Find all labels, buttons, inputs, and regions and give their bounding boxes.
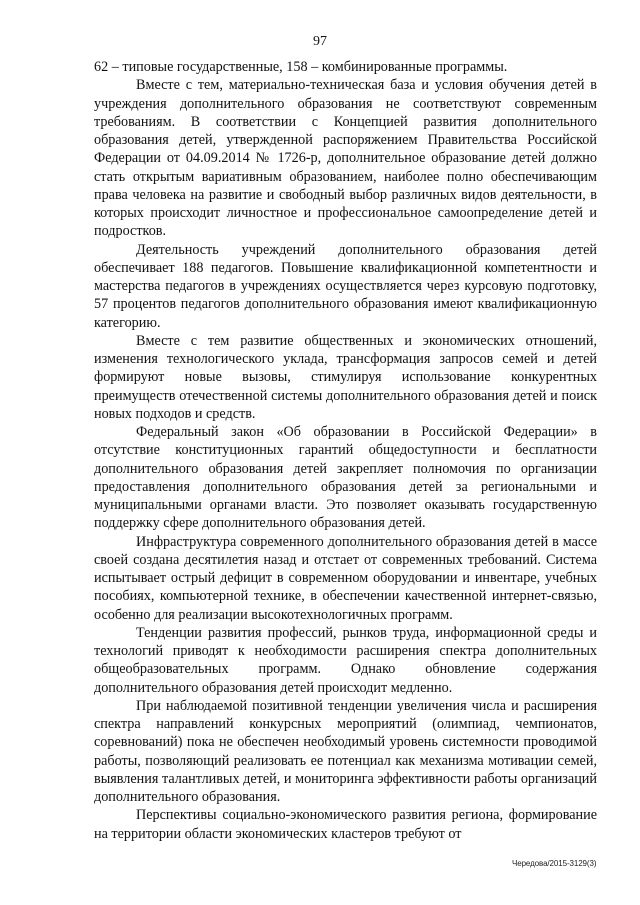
document-body [94, 58, 597, 843]
paragraph: Тенденции развития профессий, рынков труда, информационной среды и технологий приводят к необходимости расширения спектра дополнительных общеобразовательных программ. Однако обновление содержания дополнительного образования детей происходит медленно. [94, 624, 597, 696]
paragraph: Перспективы социально-экономического развития региона, формирование на территории области экономических кластеров требуют от [94, 807, 597, 842]
paragraph: Инфраструктура современного дополнительного образования детей в массе своей создана десятилетия назад и отстает от современных требований. Система испытывает острый дефицит в современном оборудовании и инвентаре, учебных пособиях, компьютерной технике, в обеспечении качественной интернет-связью, особенно для реализации высокотехнологичных программ. [94, 533, 597, 623]
paragraph: 62 – типовые государственные, 158 – комбинированные программы. [94, 59, 508, 75]
paragraph: При наблюдаемой позитивной тенденции увеличения числа и расширения спектра направлений конкурсных мероприятий (олимпиад, чемпионатов, соревнований) пока не обеспечен необходимый уровень системности проводимой работы, позволяющий реализовать ее потенциал как механизма мотивации семей, выявления талантливых детей, и мониторинга эффективности работы организаций дополнительного образования. [94, 697, 597, 805]
paragraph: Деятельность учреждений дополнительного образования детей обеспечивает 188 педагогов. Повышение квалификационной компетентности и мастерства педагогов в учреждениях осуществляется через курсовую подготовку, 57 процентов педагогов дополнительного образования имеют квалификационную категорию. [94, 241, 597, 331]
page-number: 97 [313, 34, 327, 49]
document-code: Чередова/2015-3129(3) [512, 859, 597, 868]
paragraph: Федеральный закон «Об образовании в Российской Федерации» в отсутствие конституционных гарантий общедоступности и бесплатности дополнительного образования детей закрепляет полномочия по организации предоставления дополнительного образования детей за региональными и муниципальными органами власти. Это позволяет оказывать государственную поддержку сфере дополнительного образования детей. [94, 424, 597, 532]
paragraph: Вместе с тем развитие общественных и экономических отношений, изменения технологического уклада, трансформация запросов семей и детей формируют новые вызовы, стимулируя использование конкурентных преимуществ отечественной системы дополнительного образования детей и поиск новых подходов и средств. [94, 332, 597, 422]
paragraph: Вместе с тем, материально-техническая база и условия обучения детей в учреждения дополнительного образования не соответствуют современным требованиям. В соответствии с Концепцией развития дополнительного образования детей, утвержденной распоряжением Правительства Российской Федерации от 04.09.2014 № 1726-р, дополнительное образование детей должно стать открытым вариативным образованием, наиболее полно обеспечивающим права человека на развитие и свободный выбор различных видов деятельности, в которых происходит личностное и профессиональное самоопределение детей и подростков. [94, 77, 597, 240]
